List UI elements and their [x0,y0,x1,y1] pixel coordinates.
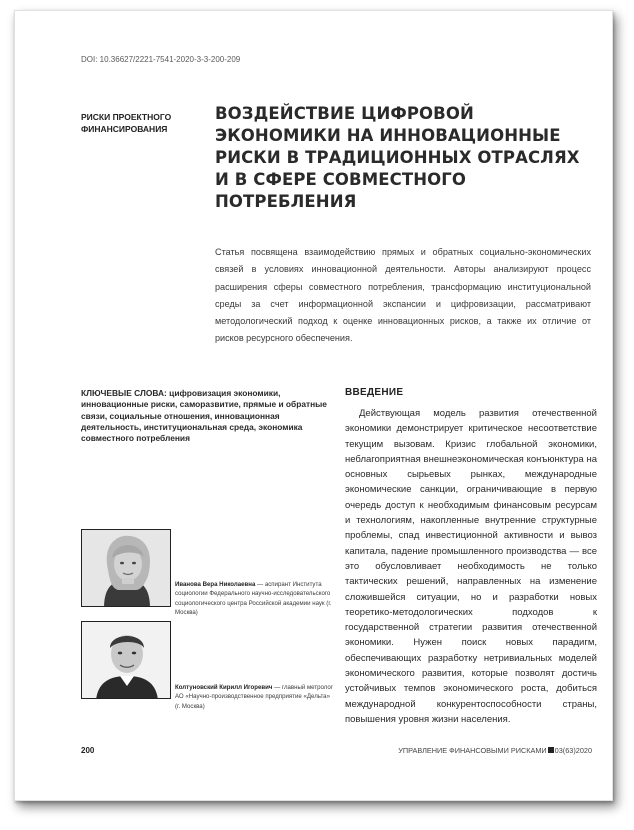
journal-footer [398,746,592,755]
portrait-man-icon [82,622,171,699]
author-name: Колтуновский Кирилл Игоревич [175,684,273,691]
author-photo-ivanova [81,529,171,607]
author-caption-ivanova [175,580,335,618]
journal-issue: 03(63)2020 [554,746,592,755]
page-number: 200 [81,746,95,755]
author-description: — аспирант Института социологии Федерального научно-исследовательского социологического центра Российской академии наук (г. Москва) [175,581,332,617]
section-heading-introduction: ВВЕДЕНИЕ [345,387,404,398]
author-caption-koltunovsky [175,683,335,711]
article-title: ВОЗДЕЙСТВИЕ ЦИФРОВОЙ ЭКОНОМИКИ НА ИННОВАЦИОННЫЕ РИСКИ В ТРАДИЦИОННЫХ ОТРАСЛЯХ И В СФЕРЕ СОВМЕСТНОГО ПОТРЕБЛЕНИЯ [215,104,580,211]
journal-name: УПРАВЛЕНИЕ ФИНАНСОВЫМИ РИСКАМИ [398,746,547,755]
introduction-text: Действующая модель развития отечественной экономики демонстрирует критическое несоответствие текущим вызовам. Кризис глобальной экономики, неблагоприятная внешнеэкономическая конъюнктура на основных сырьевых рынках, международные экономические санкции, ограничивающие в первую очередь доступ к необходимым финансовым ресурсам и технологиям, накопленные внутренние структурные проблемы, спад инвестиционной активности и вывоз капитала, падение промышленного производства — все это обусловливает необходимость не только тактических решений, направленных на изменение сложившейся ситуации, но и разработки новых теоретико-методологических подходов к государственной стратегии развития отечественной экономики. Нужен поиск новых парадигм, обеспечивающих разработку нетривиальных моделей экономического развития, которые позволят достичь устойчивых темпов экономического роста, добиться международной конкурентоспособности страны, повышения уровня жизни населения. [345,408,597,725]
author-description: — главный метролог АО «Научно-производственное предприятие «Дельта» (г. Москва) [175,684,334,710]
portrait-woman-icon [82,530,171,607]
doi-line[interactable]: DOI: 10.36627/2221-7541-2020-3-3-200-209 [81,55,241,64]
article-abstract: Статья посвящена взаимодействию прямых и обратных социально-экономических связей в условиях инновационной деятельности. Авторы анализируют процесс расширения сферы совместного потребления, трансформацию институциональной среды за счет информационной экспансии и цифровизации, рассматривают методологический подход к оценке инновационных рисков, а также их отличие от рисков ресурсного обеспечения. [215,247,591,344]
author-photo-koltunovsky [81,621,171,699]
rubric-label: РИСКИ ПРОЕКТНОГО ФИНАНСИРОВАНИЯ [81,112,172,134]
keywords-block: КЛЮЧЕВЫЕ СЛОВА: цифровизация экономики, инновационные риски, саморазвитие, прямые и обратные связи, социальные отношения, инновационная деятельность, институциональная среда, экономика совместного потребления [81,388,327,444]
square-separator-icon [548,747,554,753]
author-name: Иванова Вера Николаевна [175,581,256,588]
journal-page [14,10,613,801]
